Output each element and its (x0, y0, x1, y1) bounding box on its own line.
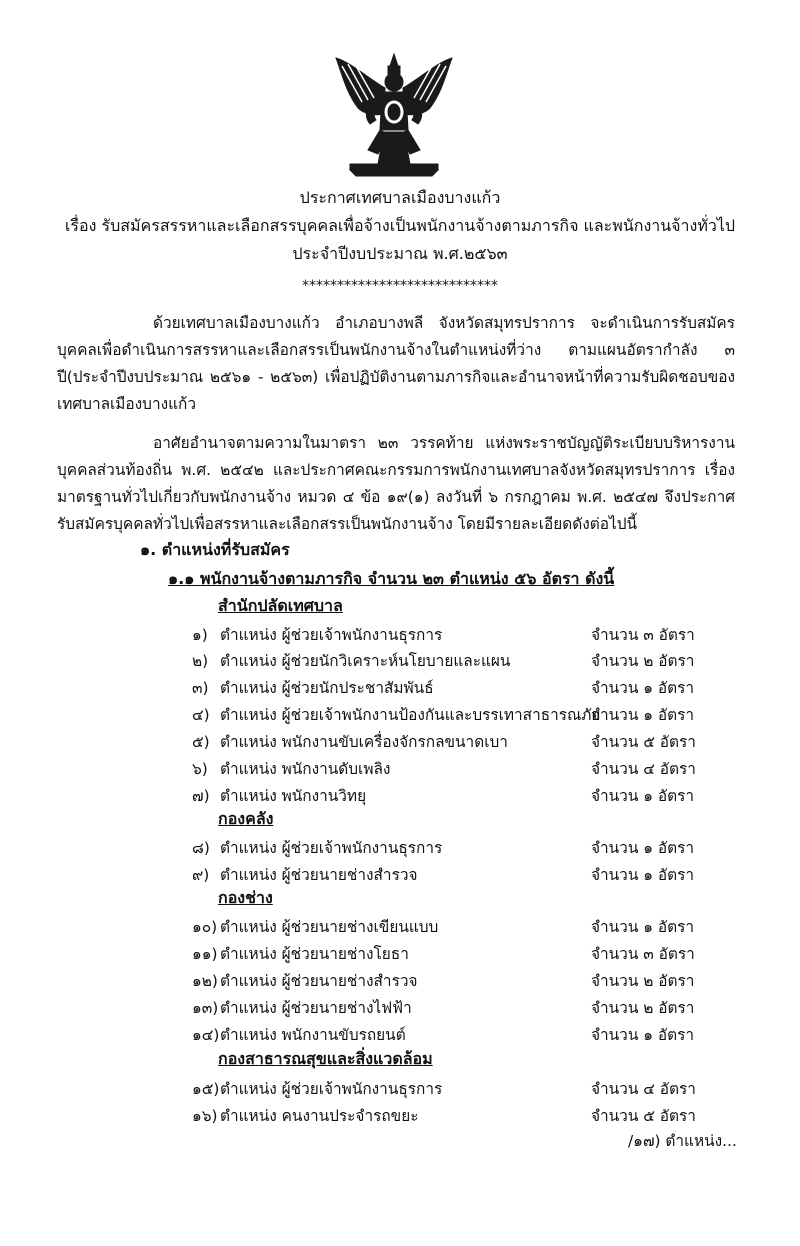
list-item (0, 914, 800, 936)
fiscal-year-line: ประจำปีงบประมาณ พ.ศ.๒๕๖๓ (292, 244, 508, 263)
list-item (0, 968, 800, 990)
item-count: จำนวน ๑ อัตรา (591, 1026, 695, 1044)
item-position: ตำแหน่ง ผู้ช่วยนายช่างโยธา (220, 945, 409, 963)
item-position: ตำแหน่ง ผู้ช่วยเจ้าพนักงานป้องกันและบรรเทาสาธารณภัย (220, 706, 601, 724)
item-position: ตำแหน่ง พนักงานดับเพลิง (220, 760, 391, 778)
item-count: จำนวน ๑ อัตรา (591, 706, 695, 724)
item-position: ตำแหน่ง ผู้ช่วยนักประชาสัมพันธ์ (220, 679, 434, 697)
page-title: ประกาศเทศบาลเมืองบางแก้ว (299, 188, 501, 207)
item-count: จำนวน ๑ อัตรา (591, 866, 695, 884)
item-count: จำนวน ๕ อัตรา (591, 1107, 696, 1125)
list-item (0, 1022, 800, 1044)
department-heading: กองช่าง (218, 888, 273, 907)
list-item (0, 622, 800, 644)
item-position: ตำแหน่ง ผู้ช่วยนายช่างไฟฟ้า (220, 999, 412, 1017)
item-number: ๑๑) (192, 945, 218, 963)
item-position: ตำแหน่ง ผู้ช่วยนายช่างสำรวจ (220, 972, 418, 990)
item-number: ๑๓) (192, 999, 219, 1017)
item-position: ตำแหน่ง ผู้ช่วยเจ้าพนักงานธุรการ (220, 626, 443, 644)
department-heading: กองสาธารณสุขและสิ่งแวดล้อม (218, 1049, 433, 1068)
item-count: จำนวน ๒ อัตรา (591, 972, 695, 990)
item-position: ตำแหน่ง ผู้ช่วยเจ้าพนักงานธุรการ (220, 1080, 443, 1098)
list-item (0, 783, 800, 805)
paragraph-authority (57, 430, 735, 538)
item-position: ตำแหน่ง พนักงานขับรถยนต์ (220, 1026, 406, 1044)
item-count: จำนวน ๒ อัตรา (591, 999, 695, 1017)
item-number: ๖) (192, 760, 208, 778)
list-item (0, 995, 800, 1017)
item-position: ตำแหน่ง ผู้ช่วยนักวิเคราะห์นโยบายและแผน (220, 652, 511, 670)
list-item (0, 941, 800, 963)
garuda-emblem-icon (328, 52, 460, 178)
paragraph-intro-text: ด้วยเทศบาลเมืองบางแก้ว อำเภอบางพลี จังหวัดสมุทรปราการ จะดำเนินการรับสมัครบุคคลเพื่อดำเนินการสรรหาและเลือกสรรเป็นพนักงานจ้างในตำแหน่งที่ว่าง ตามแผนอัตรากำลัง ๓ ปี(ประจำปีงบประมาณ ๒๕๖๑ - ๒๕๖๓) เพื่อปฏิบัติงานตามภารกิจและอำนาจหน้าที่ความรับผิดชอบของเทศบาลเมืองบางแก้ว (57, 314, 735, 413)
item-number: ๘) (192, 839, 210, 857)
item-count: จำนวน ๑ อัตรา (591, 839, 695, 857)
item-position: ตำแหน่ง พนักงานขับเครื่องจักรกลขนาดเบา (220, 733, 508, 751)
item-number: ๗) (192, 787, 210, 805)
item-count: จำนวน ๒ อัตรา (591, 652, 695, 670)
list-item (0, 675, 800, 697)
list-item (0, 862, 800, 884)
item-position: ตำแหน่ง ผู้ช่วยเจ้าพนักงานธุรการ (220, 839, 443, 857)
list-item (0, 835, 800, 857)
item-number: ๑) (192, 626, 208, 644)
item-position: ตำแหน่ง พนักงานวิทยุ (220, 787, 367, 805)
paragraph-authority-text: อาศัยอำนาจตามความในมาตรา ๒๓ วรรคท้าย แห่งพระราชบัญญัติระเบียบบริหารงานบุคคลส่วนท้องถิ่น พ.ศ. ๒๕๔๒ และประกาศคณะกรรมการพนักงานเทศบาลจังหวัดสมุทรปราการ เรื่อง มาตรฐานทั่วไปเกี่ยวกับพนักงานจ้าง หมวด ๔ ข้อ ๑๙(๑) ลงวันที่ ๖ กรกฎาคม พ.ศ. ๒๕๔๗ จึงประกาศรับสมัครบุคคลทั่วไปเพื่อสรรหาและเลือกสรรเป็นพนักงานจ้าง โดยมีรายละเอียดดังต่อไปนี้ (57, 434, 735, 533)
item-count: จำนวน ๑ อัตรา (591, 679, 695, 697)
item-count: จำนวน ๑ อัตรา (591, 787, 695, 805)
item-count: จำนวน ๓ อัตรา (591, 626, 695, 644)
item-number: ๑๐) (192, 918, 218, 936)
list-item (0, 648, 800, 670)
section-heading-positions: ๑. ตำแหน่งที่รับสมัคร (140, 540, 290, 559)
department-heading: กองคลัง (218, 809, 274, 828)
item-number: ๓) (192, 679, 209, 697)
list-item (0, 702, 800, 724)
item-count: จำนวน ๕ อัตรา (591, 733, 696, 751)
paragraph-intro (57, 310, 735, 418)
item-position: ตำแหน่ง คนงานประจำรถขยะ (220, 1107, 419, 1125)
item-count: จำนวน ๑ อัตรา (591, 918, 695, 936)
subsection-heading-mission-staff: ๑.๑ พนักงานจ้างตามภารกิจ จำนวน ๒๓ ตำแหน่ง ๕๖ อัตรา ดังนี้ (168, 569, 615, 588)
department-heading: สำนักปลัดเทศบาล (218, 596, 343, 615)
item-number: ๔) (192, 706, 210, 724)
item-number: ๑๔) (192, 1026, 220, 1044)
separator-stars: **************************** (302, 278, 498, 294)
item-position: ตำแหน่ง ผู้ช่วยนายช่างสำรวจ (220, 866, 418, 884)
list-item (0, 729, 800, 751)
item-number: ๕) (192, 733, 210, 751)
item-count: จำนวน ๔ อัตรา (591, 1080, 696, 1098)
list-item (0, 1076, 800, 1098)
item-number: ๙) (192, 866, 210, 884)
item-number: ๒) (192, 652, 209, 670)
subject-line: เรื่อง รับสมัครสรรหาและเลือกสรรบุคคลเพื่อจ้างเป็นพนักงานจ้างตามภารกิจ และพนักงานจ้างทั่วไป (64, 216, 736, 235)
item-position: ตำแหน่ง ผู้ช่วยนายช่างเขียนแบบ (220, 918, 439, 936)
item-count: จำนวน ๓ อัตรา (591, 945, 695, 963)
item-number: ๑๖) (192, 1107, 218, 1125)
list-item (0, 1103, 800, 1125)
item-number: ๑๕) (192, 1080, 220, 1098)
continuation-note: /๑๗) ตำแหน่ง... (628, 1132, 737, 1150)
item-number: ๑๒) (192, 972, 218, 990)
list-item (0, 756, 800, 778)
item-count: จำนวน ๔ อัตรา (591, 760, 696, 778)
